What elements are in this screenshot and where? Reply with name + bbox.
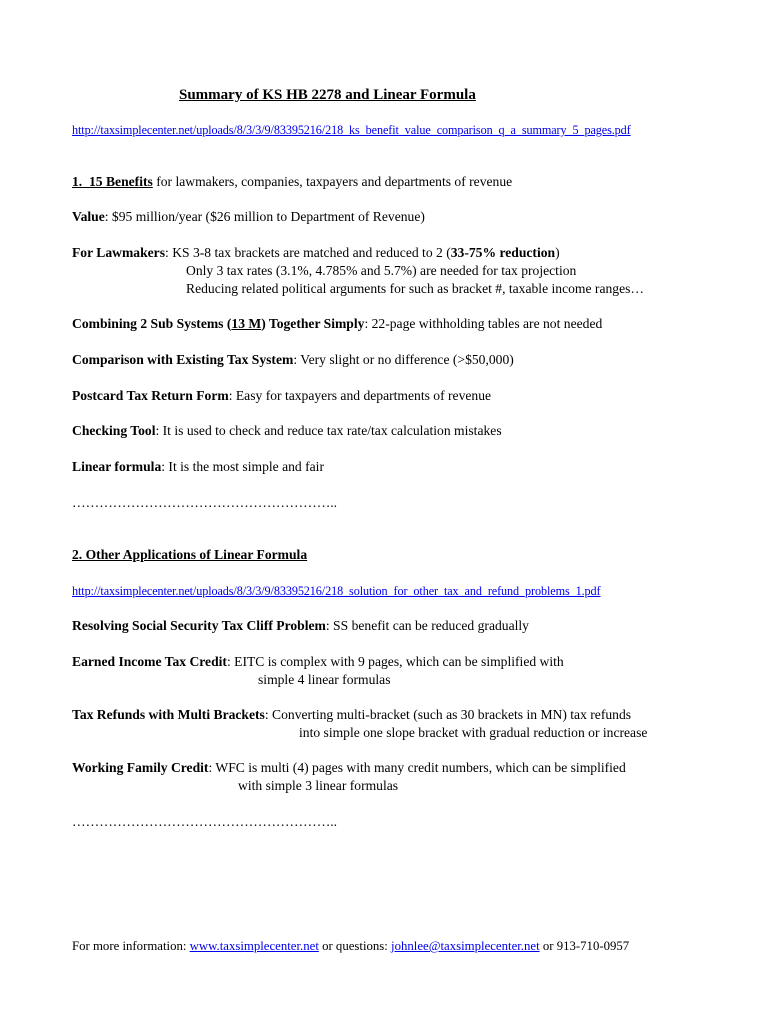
checking-text: : It is used to check and reduce tax rate/tax calculation mistakes bbox=[155, 423, 502, 438]
value-line bbox=[72, 208, 425, 226]
postcard-text: : Easy for taxpayers and departments of revenue bbox=[228, 388, 492, 403]
wfc-line-2: with simple 3 linear formulas bbox=[238, 778, 399, 793]
linear-label: Linear formula bbox=[72, 459, 162, 474]
comparison-line bbox=[72, 351, 514, 369]
value-text: : $95 million/year ($26 million to Department of Revenue) bbox=[104, 209, 425, 224]
reference-link-1[interactable] bbox=[72, 121, 631, 139]
section-1-rest: for lawmakers, companies, taxpayers and departments of revenue bbox=[152, 174, 513, 189]
footer-mid: or questions: bbox=[318, 939, 392, 953]
combining-label-a: Combining 2 Sub Systems ( bbox=[72, 316, 232, 331]
divider-dots-2: ………………………………………………….. bbox=[72, 814, 338, 829]
postcard-label: Postcard Tax Return Form bbox=[72, 388, 229, 403]
page-title: Summary of KS HB 2278 and Linear Formula bbox=[179, 87, 476, 103]
footer-suffix: or 913-710-0957 bbox=[539, 939, 630, 953]
lawmakers-text-b: ) bbox=[555, 245, 560, 260]
comparison-text: : Very slight or no difference (>$50,000) bbox=[293, 352, 514, 367]
section-1-heading bbox=[72, 173, 512, 191]
section-2-heading: 2. Other Applications of Linear Formula bbox=[72, 547, 308, 562]
combining-label-u: 13 M bbox=[231, 316, 262, 331]
refunds-text: : Converting multi-bracket (such as 30 brackets in MN) tax refunds bbox=[264, 707, 632, 722]
footer-site-link[interactable]: www.taxsimplecenter.net bbox=[189, 939, 319, 953]
wfc-label: Working Family Credit bbox=[72, 760, 209, 775]
checking-line bbox=[72, 422, 502, 440]
lawmakers-label: For Lawmakers bbox=[72, 245, 166, 260]
wfc-text: : WFC is multi (4) pages with many credit numbers, which can be simplified bbox=[208, 760, 626, 775]
value-label: Value bbox=[72, 209, 105, 224]
lawmakers-text-a: : KS 3-8 tax brackets are matched and reduced to 2 ( bbox=[165, 245, 451, 260]
combining-text: : 22-page withholding tables are not needed bbox=[364, 316, 603, 331]
url-2[interactable]: http://taxsimplecenter.net/uploads/8/3/3/9/83395216/218_solution_for_other_tax_and_refund_problems_1.pdf bbox=[72, 584, 601, 598]
lawmakers-line-3: Reducing related political arguments for such as bracket #, taxable income ranges… bbox=[186, 281, 644, 296]
lawmakers-line bbox=[72, 244, 560, 262]
refunds-label: Tax Refunds with Multi Brackets bbox=[72, 707, 265, 722]
section-1-number: 1. bbox=[72, 174, 83, 189]
lawmakers-text-bold: 33-75% reduction bbox=[450, 245, 556, 260]
linear-text: : It is the most simple and fair bbox=[161, 459, 324, 474]
url-1[interactable]: http://taxsimplecenter.net/uploads/8/3/3/9/83395216/218_ks_benefit_value_comparison_q_a_summary_5_pages.pdf bbox=[72, 123, 631, 137]
ss-text: : SS benefit can be reduced gradually bbox=[325, 618, 529, 633]
ss-label: Resolving Social Security Tax Cliff Problem bbox=[72, 618, 326, 633]
ss-line bbox=[72, 617, 529, 635]
divider-dots-1: ………………………………………………….. bbox=[72, 495, 338, 510]
lawmakers-line-2: Only 3 tax rates (3.1%, 4.785% and 5.7%) are needed for tax projection bbox=[186, 263, 577, 278]
footer-prefix: For more information: bbox=[72, 939, 190, 953]
checking-label: Checking Tool bbox=[72, 423, 156, 438]
combining-line bbox=[72, 315, 602, 333]
postcard-line bbox=[72, 387, 491, 405]
comparison-label: Comparison with Existing Tax System bbox=[72, 352, 294, 367]
refunds-line bbox=[72, 706, 631, 724]
eitc-text: : EITC is complex with 9 pages, which can be simplified with bbox=[226, 654, 564, 669]
combining-label-b: ) Together Simply bbox=[261, 316, 365, 331]
section-1-bold: 15 Benefits bbox=[89, 174, 153, 189]
eitc-line bbox=[72, 653, 564, 671]
reference-link-2[interactable] bbox=[72, 582, 600, 600]
wfc-line bbox=[72, 759, 626, 777]
eitc-label: Earned Income Tax Credit bbox=[72, 654, 227, 669]
eitc-line-2: simple 4 linear formulas bbox=[258, 672, 391, 687]
refunds-line-2: into simple one slope bracket with gradual reduction or increase bbox=[299, 725, 648, 740]
linear-line bbox=[72, 458, 324, 476]
footer-email-link[interactable]: johnlee@taxsimplecenter.net bbox=[391, 939, 540, 953]
footer bbox=[72, 937, 629, 955]
